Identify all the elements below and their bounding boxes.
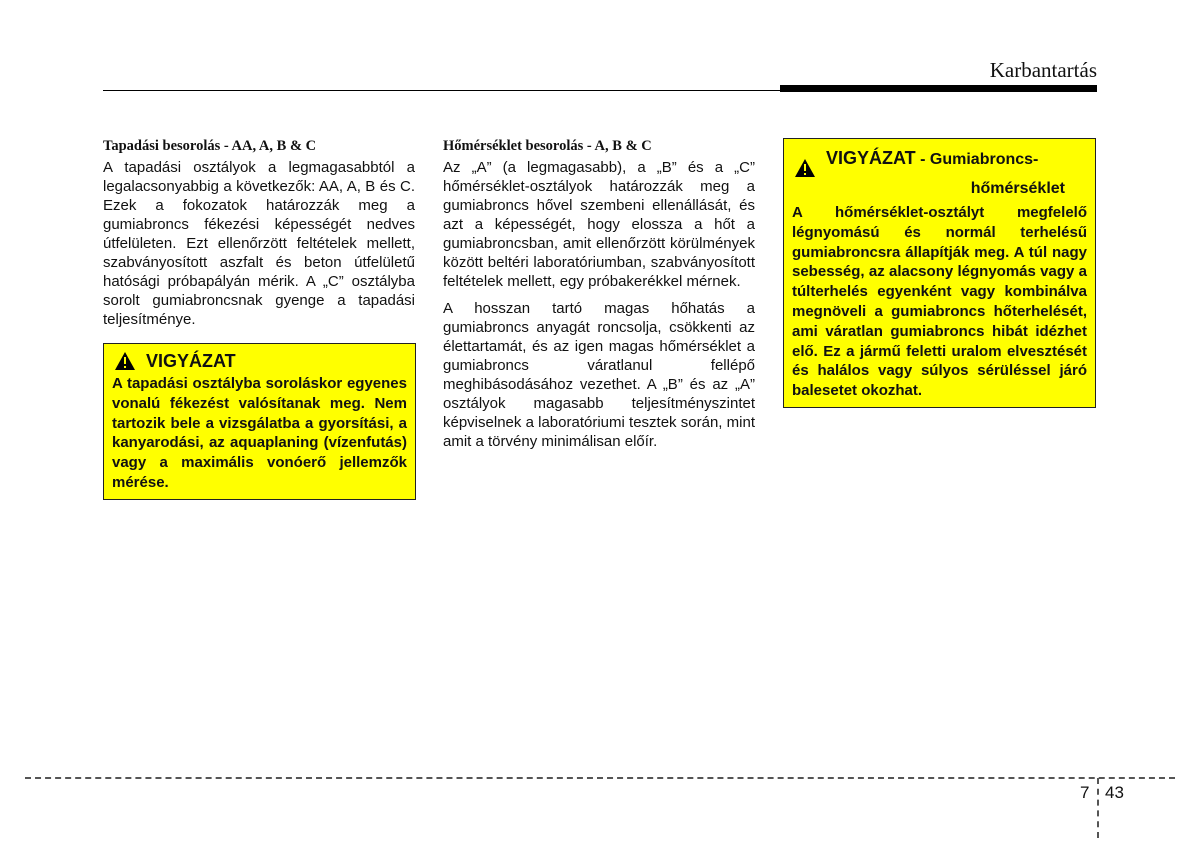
left-column	[103, 137, 415, 500]
header-rule-thin	[103, 90, 783, 91]
temperature-warning-title: VIGYÁZAT	[826, 148, 916, 168]
traction-warning-box	[103, 343, 416, 500]
header-rule-thick	[780, 85, 1097, 92]
page-number: 43	[1105, 783, 1124, 802]
footer-dashed-rule	[25, 777, 1175, 779]
temperature-warning-box	[783, 138, 1096, 408]
temperature-warning-subtitle-1: - Gumiabroncs-	[920, 151, 1039, 168]
traction-paragraph: A tapadási osztályok a legmagasabbtól a legalacsonyabbig a következők: AA, A, B és C. Ezek a fokozatok határozzák meg a gumiabroncs fékezési képességét nedves útfelületen. Ezt ellenőrzött feltételek mellett, szabványosított aszfalt és beton útfelületű hatósági próbapályán mérik. A „C” osztályba sorolt gumiabroncsnak gyenge a tapadási teljesítménye.	[103, 159, 415, 328]
warning-triangle-icon	[794, 158, 816, 178]
temperature-warning-subtitle-2: hőmérséklet	[970, 180, 1065, 197]
chapter-number: 7	[1080, 783, 1090, 802]
warning-triangle-icon	[114, 351, 136, 371]
traction-heading: Tapadási besorolás - AA, A, B & C	[103, 138, 317, 154]
traction-warning-title: VIGYÁZAT	[146, 351, 236, 371]
temperature-paragraph-2: A hosszan tartó magas hőhatás a gumiabroncs anyagát roncsolja, csökkenti az élettartamát, és az igen magas hőmérséklet a gumiabroncs váratlanul fellépő meghibásodásához vezethet. A „B” és az „A” osztályok magasabb teljesítményszintet képviselnek a laboratóriumi tesztek során, mint amit a törvény minimálisan előír.	[443, 300, 755, 450]
traction-warning-text: A tapadási osztályba soroláskor egyenes vonalú fékezést valósítanak meg. Nem tartozik bele a vizsgálatba a gyorsítási, a kanyarodási, az aquaplaning (vízenfutás) vagy a maximális vonóerő jellemzők mérése.	[112, 375, 407, 491]
middle-column	[443, 137, 755, 459]
page-header-title: Karbantartás	[989, 58, 1097, 82]
temperature-heading: Hőmérséklet besorolás - A, B & C	[443, 138, 652, 154]
temperature-warning-text: A hőmérséklet-osztályt megfelelő légnyomású és normál terhelésű gumiabroncsra állapítják meg. A túl nagy sebesség, az alacsony légnyomás vagy a túlterhelés egyenként vagy kombinálva megnöveli a gumiabroncs hőterhelését, ami váratlan gumiabroncs hibát idézhet elő. Ez a jármű feletti uralom elvesztését és halálos vagy súlyos sérüléssel járó balesetet okozhat.	[792, 204, 1087, 400]
footer-vertical-dashed-rule	[1097, 778, 1099, 838]
right-column	[783, 137, 1095, 408]
temperature-paragraph-1: Az „A” (a legmagasabb), a „B” és a „C” hőmérséklet-osztályok határozzák meg a gumiabroncs hővel szembeni ellenállását, és azt a képességét, hogy elossza a hőt a gumiabroncsban, amit ellenőrzött körülmények között beltéri laboratóriumban, szabványosított feltételek mellett, egy próbakerékkel mérnek.	[443, 159, 755, 290]
